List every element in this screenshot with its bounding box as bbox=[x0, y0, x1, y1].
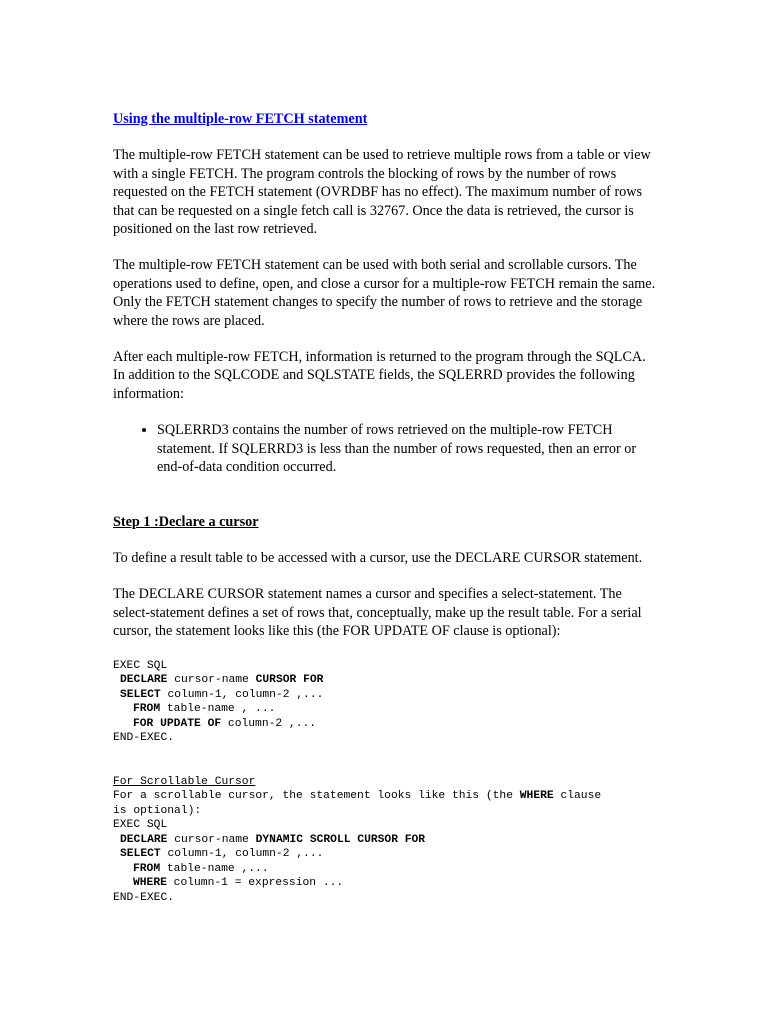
step1-heading: Step 1 :Declare a cursor bbox=[113, 513, 259, 530]
code-line: WHERE column-1 = expression ... bbox=[133, 877, 344, 890]
paragraph-cursors: The multiple-row FETCH statement can be used with both serial and scrollable cursors. The operations used to define, open, and close a cursor for a multiple-row FETCH remain the same. Only the FETCH statement changes to specify the number of rows to retrieve and the storage where the rows are placed. bbox=[113, 257, 656, 329]
scrollable-cursor-title: For Scrollable Cursor bbox=[113, 775, 256, 788]
code-line: END-EXEC. bbox=[113, 891, 175, 904]
code-line: FROM table-name , ... bbox=[133, 703, 276, 716]
code-line: For a scrollable cursor, the statement looks like this (the WHERE clause bbox=[113, 790, 602, 803]
step1-paragraph-1: To define a result table to be accessed with a cursor, use the DECLARE CURSOR statement. bbox=[113, 549, 643, 566]
code-line: EXEC SQL bbox=[113, 659, 168, 672]
section-heading-link[interactable]: Using the multiple-row FETCH statement bbox=[113, 111, 368, 127]
code-line: DECLARE cursor-name DYNAMIC SCROLL CURSOR FOR bbox=[120, 833, 426, 846]
bullet-item-sqlerrd3: • SQLERRD3 contains the number of rows retrieved on the multiple-row FETCH statement. If SQLERRD3 is less than the number of rows requested, then an error or end-of-data condition occurred. bbox=[157, 421, 658, 476]
code-line: EXEC SQL bbox=[113, 819, 168, 832]
paragraph-intro: The multiple-row FETCH statement can be used to retrieve multiple rows from a table or view with a single FETCH. The program controls the blocking of rows by the number of rows requested on the FETCH statement (OVRDBF has no effect). The maximum number of rows that can be requested on a single fetch call is 32767. Once the data is retrieved, the cursor is positioned on the last row retrieved. bbox=[113, 147, 651, 238]
code-line: DECLARE cursor-name CURSOR FOR bbox=[120, 674, 324, 687]
code-line: is optional): bbox=[113, 804, 202, 817]
code-line: SELECT column-1, column-2 ,... bbox=[120, 688, 324, 701]
code-line: END-EXEC. bbox=[113, 732, 175, 745]
code-line: FOR UPDATE OF column-2 ,... bbox=[133, 717, 317, 730]
paragraph-sqlca: After each multiple-row FETCH, information is returned to the program through the SQLCA. In addition to the SQLCODE and SQLSTATE fields, the SQLERRD provides the following information: bbox=[113, 349, 646, 402]
code-line: SELECT column-1, column-2 ,... bbox=[120, 848, 324, 861]
serial-cursor-code bbox=[113, 659, 658, 746]
code-line: FROM table-name ,... bbox=[133, 862, 269, 875]
step1-paragraph-2: The DECLARE CURSOR statement names a cursor and specifies a select-statement. The select-statement defines a set of rows that, conceptually, make up the result table. For a serial cursor, the statement looks like this (the FOR UPDATE OF clause is optional): bbox=[113, 586, 642, 640]
document-body bbox=[113, 110, 658, 934]
scrollable-cursor-code bbox=[113, 775, 658, 906]
bullet-list bbox=[113, 421, 658, 476]
